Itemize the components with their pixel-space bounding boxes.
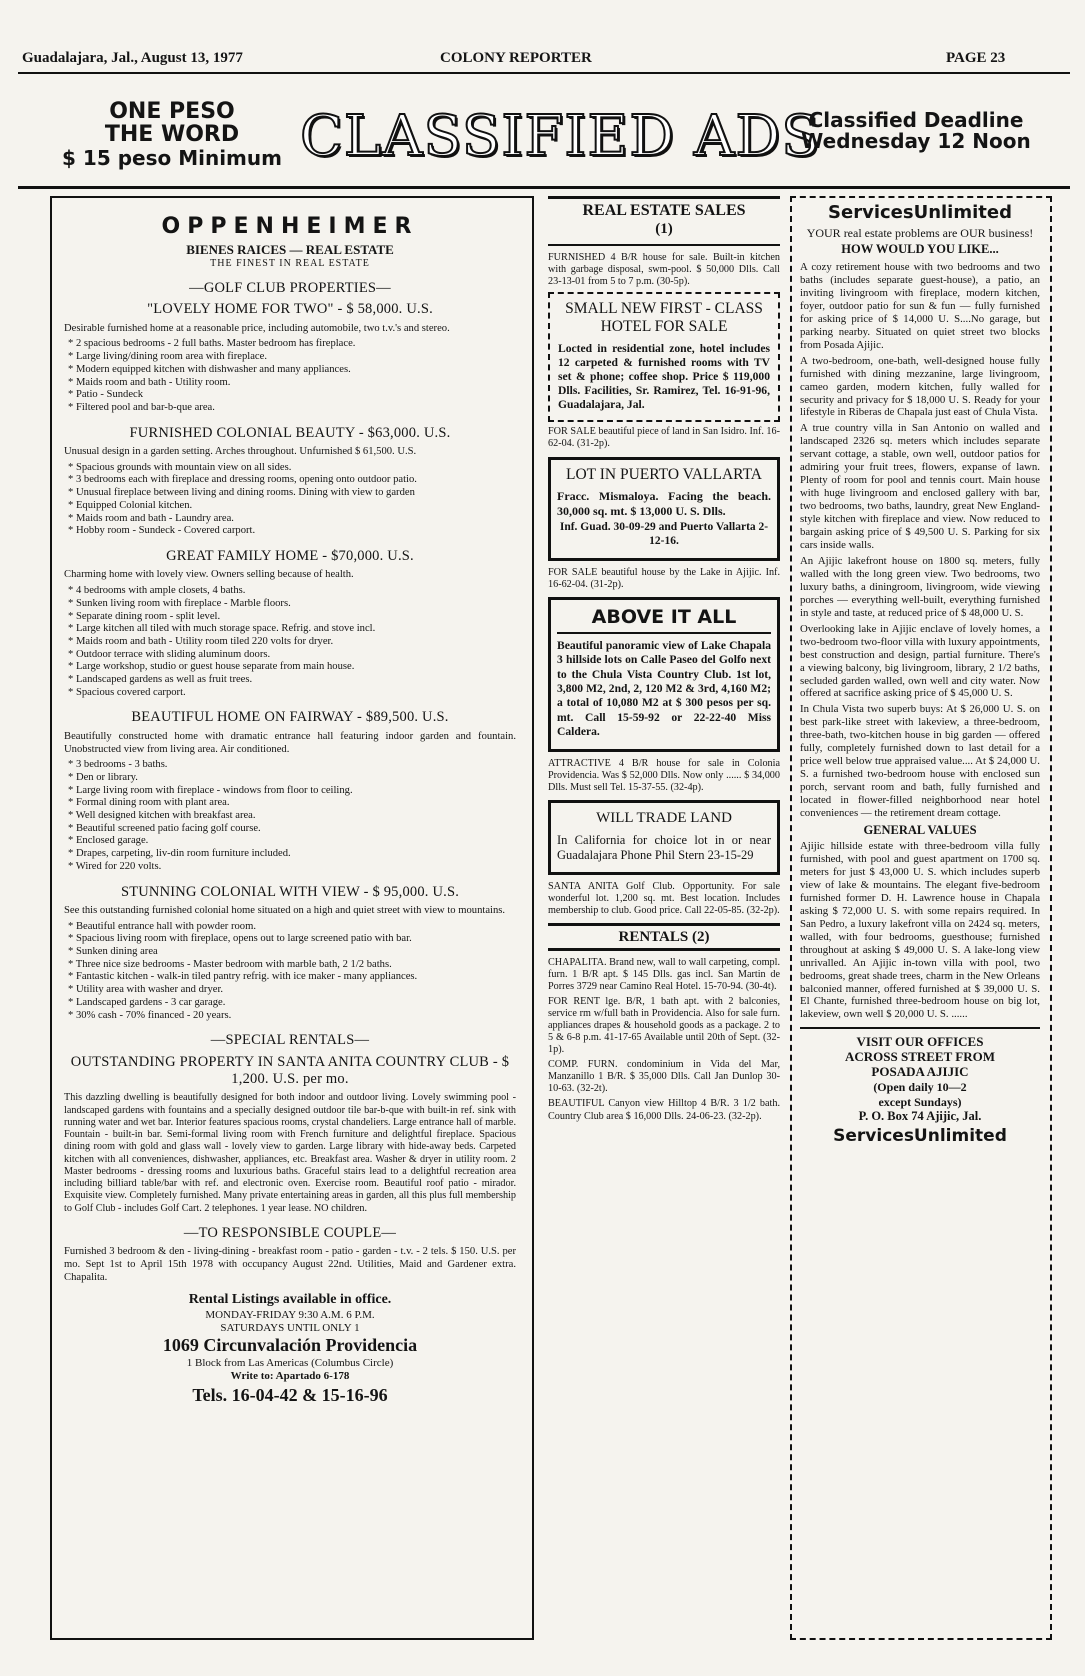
promo-left	[52, 100, 292, 169]
deadline-line1: Classified Deadline	[808, 108, 1024, 132]
ad-rental-manzanillo: COMP. FURN. condominium in Vida del Mar, Manzanillo 1 B/R. $ 35,000 Dlls. Call Jan Dunlop 30-10-63. (32-2t).	[548, 1059, 780, 1095]
ad-providencia-house: ATTRACTIVE 4 B/R house for sale in Colonia Providencia. Was $ 52,000 Dlls. Now only ...... $ 34,000 Dlls. Must sell Tel. 15-37-55. (32-4p).	[548, 757, 780, 793]
open-hours: (Open daily 10—2	[873, 1080, 967, 1095]
ad-ajijic-house: FOR SALE beautiful house by the Lake in Ajijic. Inf. 16-62-04. (31-2p).	[548, 566, 780, 590]
ad-rental-providencia: FOR RENT lge. B/R, 1 bath apt. with 2 balconies, service rm w/full bath in Providencia. Also for sale furn. appliances drapes & household goods as a package. 2 to 5 & 6-8 p.m. 41-17-65 Available until 20th of Sept. (32-1p).	[548, 996, 780, 1056]
ad-vallarta-lot	[548, 457, 780, 561]
stunning-intro: See this outstanding furnished colonial home situated on a high and quiet street with view to mountains.	[64, 904, 506, 916]
divider	[800, 1027, 1040, 1029]
listing-cozy: A cozy retirement house with two bedrooms and two baths (includes separate guest-house), a patio, an inviting livingroom with fireplace, modern kitchen, foyer, outdoor patio for sun & fun — fully furnished for asking price of $ 14,000 U. S....No garage, but parking nearby. Situated on quiet street two blocks from Posada Ajijic.	[800, 260, 1040, 351]
promo-line1: ONE PESO	[109, 99, 235, 124]
ad-santa-anita-lot: SANTA ANITA Golf Club. Opportunity. For sale wonderful lot. 1,200 sq. mt. Best location. Includes membership to club. Good price. Call 22-05-85. (32-2p).	[548, 881, 780, 917]
list-item: * Enclosed garage.	[64, 835, 516, 848]
visit-line3: POSADA AJIJIC	[871, 1064, 969, 1080]
anita-body: This dazzling dwelling is beautifully designed for both indoor and outdoor living. Lovely swimming pool - landscaped gardens with fountains and a specially designed outdoor tile bar-b-que with built-in ref. sink with running water and wet bar. Interior features spacious rooms, crystal chandeliers. Large entrance hall of marble. Fountain - built-in bar. Semi-formal living room with French furniture and delightful fireplace. Spacious dining room with gold and glass wall - lovely view to garden. Large library with hide-away beds. Carpeted kitchen with all conveniences, dishwasher, appliances, etc. Breakfast area. Washer & dryer in utility room. 2 Master bedrooms - dressing rooms and luxurious baths. Graceful stairs lead to a delightful recreation area including billiard table/bar with ref. and electronic oven. Exercise room. Beautiful roof patio - mirador. Exquisite view. Completely furnished. Many private entertaining areas in garden, all this plus full membership to Golf Club - includes Golf Cart. 2 telephones. 1 year lease. NO children.	[64, 1092, 516, 1214]
promo-line2: THE WORD	[104, 122, 240, 148]
header-rule	[18, 72, 1070, 74]
oppenheimer-sub: BIENES RAICES — REAL ESTATE	[186, 242, 394, 258]
oppenheimer-ad	[64, 214, 516, 1407]
real-estate-column	[548, 196, 780, 1126]
oppenheimer-name: OPPENHEIMER	[161, 214, 419, 239]
list-item: * Outdoor terrace with sliding aluminum doors.	[64, 649, 516, 662]
office-write: Write to: Apartado 6-178	[230, 1370, 350, 1383]
services-intro: YOUR real estate problems are OUR business!	[806, 225, 1034, 240]
list-item: * Filtered pool and bar-b-que area.	[64, 402, 516, 415]
hours-weekday: MONDAY-FRIDAY 9:30 A.M. 6 P.M.	[205, 1309, 375, 1322]
divider	[557, 632, 771, 634]
list-item: * Spacious grounds with mountain view on all sides.	[64, 462, 516, 475]
deadline-line2: Wednesday 12 Noon	[801, 129, 1031, 153]
list-item: * Drapes, carpeting, liv-din room furniture included.	[64, 848, 516, 861]
list-item: * Equipped Colonial kitchen.	[64, 500, 516, 513]
ad-rental-canyon: BEAUTIFUL Canyon view Hilltop 4 B/R. 3 1/2 bath. Country Club area $ 16,000 Dlls. 24-06-23. (32-2p).	[548, 1098, 780, 1122]
title-rule	[18, 186, 1070, 189]
oppenheimer-tag: THE FINEST IN REAL ESTATE	[210, 257, 370, 269]
general-values-title: GENERAL VALUES	[863, 823, 977, 838]
services-ad	[800, 202, 1040, 1146]
office-address: 1069 Circunvalación Providencia	[162, 1335, 418, 1356]
list-item: * Large living/dining room area with fireplace.	[64, 351, 516, 364]
fairway-list	[64, 759, 516, 873]
family-title: GREAT FAMILY HOME - $70,000. U.S.	[166, 548, 414, 564]
anita-title: OUTSTANDING PROPERTY IN SANTA ANITA COUNTRY CLUB - $ 1,200. U.S. per mo.	[70, 1053, 510, 1088]
list-item: * Fantastic kitchen - walk-in tiled pantry refrig. with ice maker - many appliances.	[64, 971, 516, 984]
real-estate-heading: REAL ESTATE SALES	[548, 196, 780, 220]
lovely-list	[64, 338, 516, 414]
list-item: * Large workshop, studio or guest house separate from main house.	[64, 661, 516, 674]
list-item: * Sunken dining area	[64, 946, 516, 959]
stunning-title: STUNNING COLONIAL WITH VIEW - $ 95,000. U.S.	[120, 883, 460, 900]
ad-san-isidro: FOR SALE beautiful piece of land in San Isidro. Inf. 16-62-04. (31-2p).	[548, 426, 781, 450]
list-item: * Unusual fireplace between living and dining rooms. Dining with view to garden	[64, 487, 516, 500]
ad-rental-chapalita: CHAPALITA. Brand new, wall to wall carpeting, compl. furn. 1 B/R apt. $ 145 Dlls. gas incl. San Martin de Porres 3729 near Camino Real Hotel. 15-70-94. (30-4t).	[548, 957, 780, 993]
listing-two-bedroom: A two-bedroom, one-bath, well-designed house fully furnished with dining mezzanine, large livingroom, cameo garden, modern kitchen, fully walled for security and privacy for $ 18,000 U. S. Ready for your lifestyle in Riberas de Chapala just east of Chula Vista.	[800, 354, 1040, 419]
list-item: * Utility area with washer and dryer.	[64, 984, 516, 997]
list-item: * Den or library.	[64, 772, 516, 785]
office-tels: Tels. 16-04-42 & 15-16-96	[192, 1385, 388, 1406]
list-item: * Maids room and bath - Laundry area.	[64, 513, 516, 526]
list-item: * Three nice size bedrooms - Master bedroom with marble bath, 2 1/2 baths.	[64, 959, 516, 972]
list-item: * Well designed kitchen with breakfast area.	[64, 810, 516, 823]
visit-line1: VISIT OUR OFFICES	[856, 1034, 984, 1050]
office-block: 1 Block from Las Americas (Columbus Circle)	[186, 1357, 394, 1370]
list-item: * Hobby room - Sundeck - Covered carport.	[64, 525, 516, 538]
list-item: * Maids room and bath - Utility room.	[64, 377, 516, 390]
list-item: * 3 bedrooms each with fireplace and dressing rooms, opening onto outdoor patio.	[64, 474, 516, 487]
colonial-intro: Unusual design in a garden setting. Arches throughout. Unfurnished $ 61,500. U.S.	[64, 446, 417, 458]
office-listings: Rental Listings available in office.	[188, 1292, 392, 1308]
listing-chula-vista: In Chula Vista two superb buys: At $ 26,000 U. S. on best park-like street with lakeview, a three-bedroom, three-bath, two-kitchen house in big garden — offered fully, completely furnished down to last detail for a price well below true appraised value.... At $ 24,000 U. S. a furnished two-bedroom house with enclosed sun porch, servant room and bath, fully furnished and located in flower-filled neighborhood near hotel conveniences — the retirement dream cottage.	[800, 703, 1040, 820]
listing-country-villa: A true country villa in San Antonio on walled and landscaped 2326 sq. meters which includes separate servant cottage, a stable, own well, outdoor patios for admiring your fruit trees, flowers, expanse of lawn. Plenty of room for pool and tennis court. Main house with huge livingroom and enclosed gallery with bar, two bedrooms, two baths, laundry, great New England-style kitchen with fireplace and view. Now reduced to bargain asking price of $ 49,500 U. S. Parking for six cars inside walls.	[800, 422, 1040, 551]
general-values-body: Ajijic hillside estate with three-bedroom villa fully furnished, with pool and guest apartment on 1700 sq. meters for just $ 43,000 U. S. which includes superb view of lake & mountains. The elegant five-bedroom furnished former D. H. Lawrence house in Chapala asking $ 72,000 U. S. with some repairs required. In San Pedro, a luxury lakefront villa on 2424 sq. meters, walled, with four bedrooms, guesthouse; furnished throughout at asking $ 49,000 U. S. A lake-long view unrivalled. An Ajijic in-town villa with pool, two bedrooms, great shade trees, charm in the New Orleans balconied manner, offered furnished at $ 39,000 U. S. El Chante, furnished three-bedroom house on big lot, lakeview, own well $ 20,000 U. S. ......	[800, 840, 1040, 1021]
list-item: * Large kitchen all tiled with much storage space. Refrig. and stove incl.	[64, 623, 516, 636]
golf-heading: —GOLF CLUB PROPERTIES—	[189, 279, 391, 296]
special-rentals-heading: —SPECIAL RENTALS—	[210, 1032, 370, 1049]
trade-body: In California for choice lot in or near Guadalajara Phone Phil Stern 23-15-29	[557, 833, 771, 863]
listing-lakefront: An Ajijic lakefront house on 1800 sq. meters, fully walled with the long green view. Two bedrooms, two luxury baths, a diningroom, livingroom, wide viewing porches — everything well-built, everything furnished in style and taste, at reduced price of $ 48,000 U. S.	[800, 554, 1040, 619]
ad-hotel	[548, 292, 780, 422]
lot-info: Inf. Guad. 30-09-29 and Puerto Vallarta 2-12-16.	[559, 521, 769, 547]
po-box: P. O. Box 74 Ajijic, Jal.	[858, 1108, 982, 1123]
colonial-list	[64, 462, 516, 538]
list-item: * Spacious covered carport.	[64, 687, 516, 700]
real-estate-heading-num: (1)	[655, 221, 673, 238]
list-item: * Landscaped gardens as well as fruit trees.	[64, 674, 516, 687]
list-item: * 4 bedrooms with ample closets, 4 baths.	[64, 585, 516, 598]
stunning-list	[64, 921, 516, 1023]
family-intro: Charming home with lovely view. Owners selling because of health.	[64, 569, 354, 581]
list-item: * Formal dining room with plant area.	[64, 797, 516, 810]
list-item: * Wired for 220 volts.	[64, 861, 516, 874]
hotel-body: Locted in residential zone, hotel includes 12 carpeted & furnished rooms with TV set & phone; coffee shop. Price $ 119,000 Dlls. Facilities, Sr. Ramirez, Tel. 16-91-96, Guadalajara, Jal.	[558, 341, 770, 411]
listing-overlooking: Overlooking lake in Ajijic enclave of lovely homes, a two-bedroom two-floor villa with luxury appointments, best construction and design, partial furniture. There's a viewing balcony, big livingroom, library, 2 1/2 baths, secluded garden walled, own well and city water. Now offered at sacrifice asking price of $ 45,000 U. S.	[800, 622, 1040, 700]
page-title: CLASSIFIED ADS	[300, 104, 821, 169]
family-list	[64, 585, 516, 699]
list-item: * Spacious living room with fireplace, opens out to large screened patio with bar.	[64, 933, 516, 946]
above-body: Beautiful panoramic view of Lake Chapala 3 hillside lots on Calle Paseo del Golfo next to the Chula Vista Country Club. 1st lot, 3,800 M2, 2nd, 2, 120 M2 & 3rd, 4,160 M2; a total of 10,080 M2 at $ 300 pesos per sq. mt. Call 15-59-92 or 22-22-40 Miss Caldera.	[557, 638, 771, 739]
above-title: ABOVE IT ALL	[591, 605, 737, 628]
list-item: * Beautiful screened patio facing golf course.	[64, 823, 516, 836]
ad-trade-land	[548, 800, 780, 875]
hours-saturday: SATURDAYS UNTIL ONLY 1	[220, 1322, 360, 1335]
list-item: * Sunken living room with fireplace - Marble floors.	[64, 598, 516, 611]
list-item: * 3 bedrooms - 3 baths.	[64, 759, 516, 772]
paper-name: COLONY REPORTER	[440, 50, 592, 66]
services-brand: ServicesUnlimited	[828, 202, 1012, 223]
rentals-heading: RENTALS (2)	[548, 923, 780, 951]
services-question: HOW WOULD YOU LIKE...	[841, 241, 999, 256]
list-item: * 30% cash - 70% financed - 20 years.	[64, 1010, 516, 1023]
list-item: * Beautiful entrance hall with powder room.	[64, 921, 516, 934]
lot-title: LOT IN PUERTO VALLARTA	[566, 465, 762, 483]
hotel-title: SMALL NEW FIRST - CLASS HOTEL FOR SALE	[565, 300, 763, 336]
trade-title: WILL TRADE LAND	[596, 810, 732, 827]
ad-furnished-house: FURNISHED 4 B/R house for sale. Built-in kitchen with garbage disposal, swm-pool. $ 50,000 Dlls. Call 23-13-01 from 5 to 7 p.m. (30-5p).	[548, 252, 780, 288]
page-number: PAGE 23	[946, 50, 1006, 66]
list-item: * Separate dining room - split level.	[64, 611, 516, 624]
open-except: except Sundays)	[878, 1094, 962, 1109]
fairway-intro: Beautifully constructed home with dramatic entrance hall featuring indoor garden and fountain. Unobstructed view from living area. Air conditioned.	[64, 730, 516, 755]
divider	[548, 244, 780, 246]
ad-above-it-all	[548, 597, 780, 752]
couple-body: Furnished 3 bedroom & den - living-dining - breakfast room - patio - garden - t.v. - 2 tels. $ 150. U.S. per mo. Sept 1st to April 15th 1978 with occupancy August 22nd. Utilities, Maid and Gardener extra. Chapalita.	[64, 1246, 516, 1283]
fairway-title: BEAUTIFUL HOME ON FAIRWAY - $89,500. U.S.	[131, 709, 449, 726]
list-item: * Modern equipped kitchen with dishwasher and many appliances.	[64, 364, 516, 377]
deadline	[786, 110, 1046, 152]
list-item: * Landscaped gardens - 3 car garage.	[64, 997, 516, 1010]
list-item: * Patio - Sundeck	[64, 389, 516, 402]
list-item: * Large living room with fireplace - windows from floor to ceiling.	[64, 785, 516, 798]
lot-body: Fracc. Mismaloya. Facing the beach. 30,000 sq. mt. $ 13,000 U. S. Dlls.	[557, 489, 771, 518]
lovely-intro: Desirable furnished home at a reasonable price, including automobile, two t.v.'s and stereo.	[64, 322, 450, 334]
location-date: Guadalajara, Jal., August 13, 1977	[22, 50, 243, 66]
couple-title: —TO RESPONSIBLE COUPLE—	[183, 1224, 397, 1241]
promo-line3: $ 15 peso Minimum	[62, 146, 282, 171]
lovely-title: "LOVELY HOME FOR TWO" - $ 58,000. U.S.	[147, 301, 433, 318]
list-item: * 2 spacious bedrooms - 2 full baths. Master bedroom has fireplace.	[64, 338, 516, 351]
services-brand-footer: ServicesUnlimited	[833, 1125, 1007, 1146]
colonial-title: FURNISHED COLONIAL BEAUTY - $63,000. U.S.	[129, 424, 451, 441]
visit-line2: ACROSS STREET FROM	[844, 1049, 995, 1065]
list-item: * Maids room and bath - Utility room tiled 220 volts for dryer.	[64, 636, 516, 649]
